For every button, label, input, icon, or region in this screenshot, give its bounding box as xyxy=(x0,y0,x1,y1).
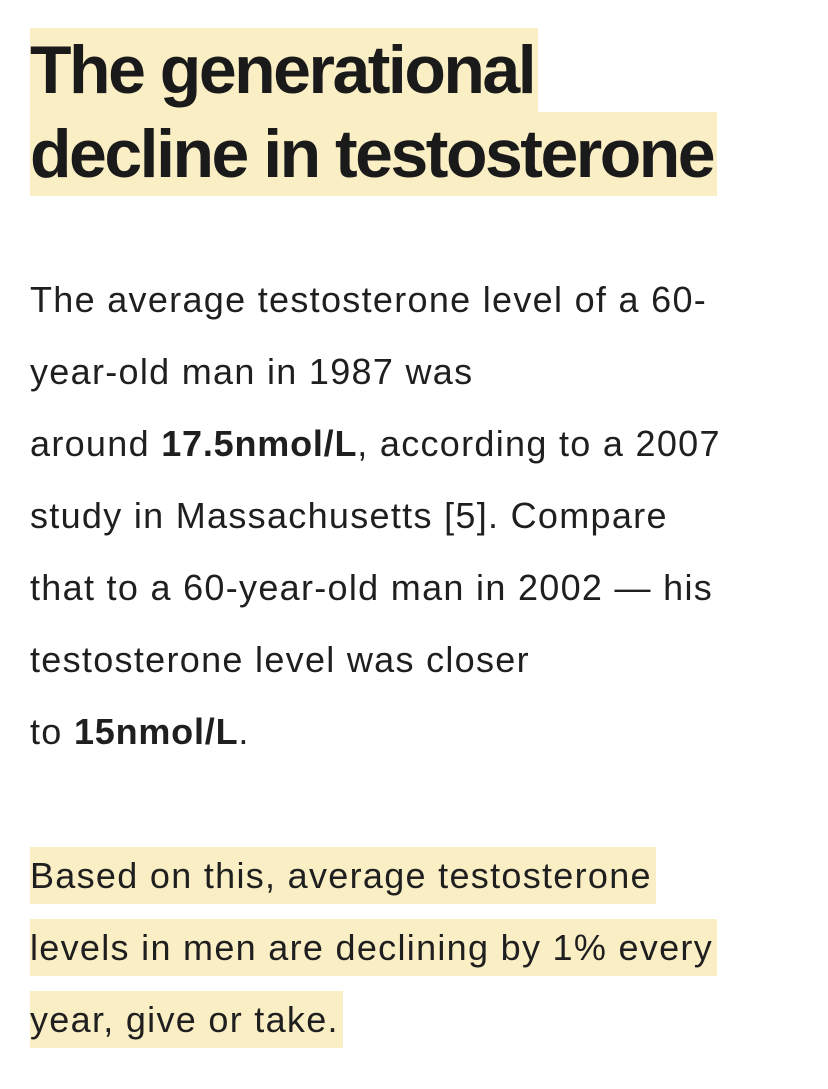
bold-value-2002: 15nmol/L xyxy=(73,711,239,752)
title-highlight: decline in testosterone xyxy=(30,112,717,196)
highlighted-text: levels in men are declining by 1% every xyxy=(30,919,717,976)
text-fragment: . xyxy=(238,711,250,752)
title-line xyxy=(30,28,810,112)
paragraph-line: study in Massachusetts [5]. Compare xyxy=(30,495,668,536)
highlighted-text: Based on this, average testosterone xyxy=(30,847,656,904)
bold-value-1987: 17.5nmol/L xyxy=(161,423,358,464)
paragraph-line: that to a 60-year-old man in 2002 — his xyxy=(30,567,714,608)
paragraph-line: The average testosterone level of a 60- xyxy=(30,279,708,320)
text-fragment: , according to a 2007 xyxy=(357,423,721,464)
text-fragment: around xyxy=(30,423,162,464)
paragraph-line: testosterone level was closer xyxy=(30,639,530,680)
paragraph-line xyxy=(30,984,810,1056)
highlighted-text: year, give or take. xyxy=(30,991,343,1048)
paragraph-line xyxy=(30,912,810,984)
body-paragraph-1 xyxy=(30,264,810,768)
text-fragment: to xyxy=(30,711,74,752)
highlighted-paragraph xyxy=(30,840,810,1056)
title-line xyxy=(30,112,810,196)
paragraph-line xyxy=(30,408,810,480)
paragraph-line xyxy=(30,696,810,768)
article xyxy=(30,28,810,1040)
paragraph-line: year-old man in 1987 was xyxy=(30,351,474,392)
article-title xyxy=(30,28,810,196)
paragraph-line xyxy=(30,840,810,912)
title-highlight: The generational xyxy=(30,28,538,112)
